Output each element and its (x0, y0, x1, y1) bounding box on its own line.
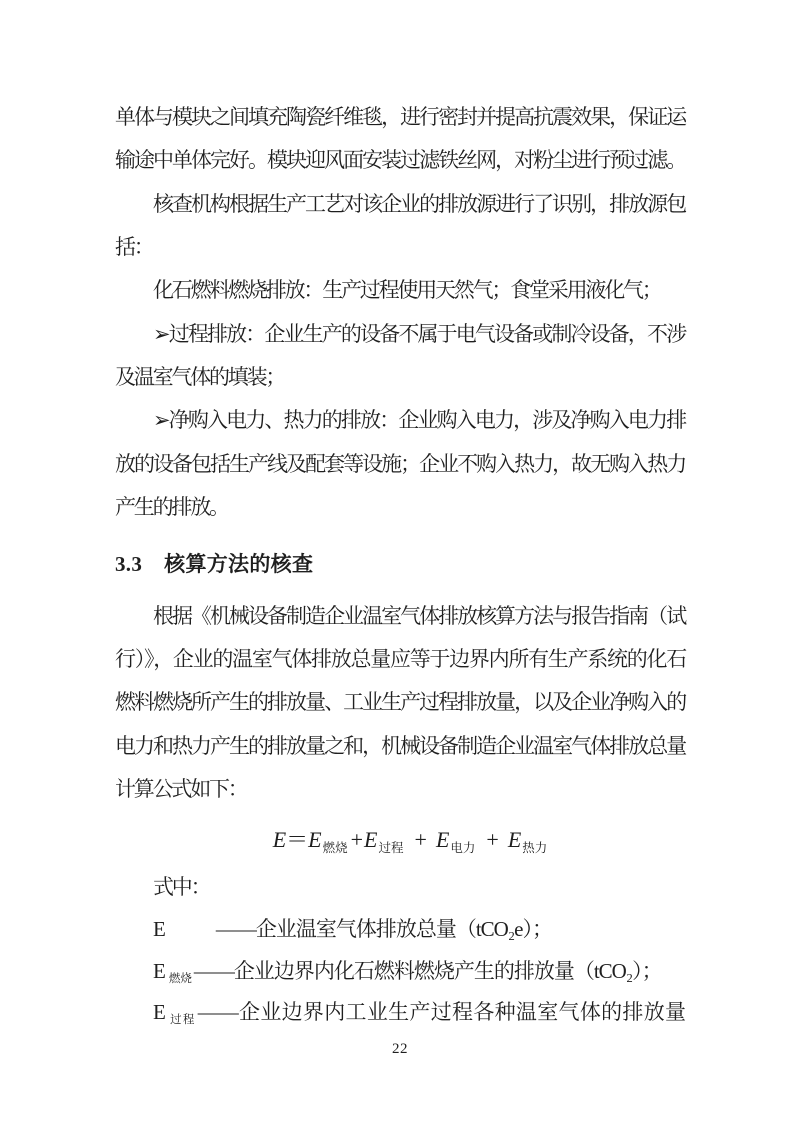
formula-symbol: E (364, 826, 378, 852)
paragraph-line: 行）》，企业的温室气体排放总量应等于边界内所有生产系统的化石 (115, 647, 685, 672)
paragraph-line: 核查机构根据生产工艺对该企业的排放源进行了识别，排放源包 (153, 191, 685, 216)
arrow-bullet-icon: ➢ (153, 408, 169, 433)
paragraph-line: 及温室气体的填装； (115, 365, 285, 390)
definition-dash: —— (215, 917, 256, 942)
formula-symbol: E (272, 826, 287, 852)
list-item-text: 过程排放：企业生产的设备不属于电气设备或制冷设备，不涉 (168, 321, 685, 346)
paragraph-line: 计算公式如下： (115, 777, 247, 802)
paragraph-line: 产生的排放。 (115, 495, 228, 520)
arrow-bullet-icon: ➢ (153, 321, 169, 346)
paragraph-line: 燃料燃烧所产生的排放量、工业生产过程排放量，以及企业净购入的 (115, 690, 685, 715)
section-heading (115, 543, 685, 586)
paragraph-line: 单体与模块之间填充陶瓷纤维毯，进行密封并提高抗震效果，保证运 (115, 105, 685, 129)
symbol-definition (115, 992, 685, 1033)
paragraph-line: 放的设备包括生产线及配套等设施；企业不购入热力，故无购入热力 (115, 451, 685, 476)
symbol-subscript: 过程 (168, 1013, 196, 1026)
emission-source-item: 化石燃料燃烧排放：生产过程使用天然气；食堂采用液化气； (153, 278, 661, 303)
formula-symbol: E (308, 826, 322, 852)
symbol-e: E (153, 999, 166, 1024)
formula-symbol: E (507, 826, 522, 852)
formula-symbol: E (435, 826, 450, 852)
symbol-e: E (153, 917, 166, 942)
symbol-definition (115, 951, 685, 992)
formula-subscript: 电力 (450, 840, 476, 855)
paragraph-line: 括： (115, 235, 153, 260)
definition-text: 企业边界内工业生产过程各种温室气体的排放量 (237, 999, 686, 1024)
definition-text: 企业温室气体排放总量（tCO₂e）； (255, 917, 552, 942)
list-item-text: 净购入电力、热力的排放：企业购入电力，涉及净购入电力排 (168, 408, 685, 433)
plus-sign: + (486, 826, 499, 852)
formula-subscript: 燃烧 (322, 840, 348, 855)
bullet-list-item (115, 313, 685, 356)
emission-total-formula (115, 818, 685, 861)
paragraph-line: 电力和热力产生的排放量之和，机械设备制造企业温室气体排放总量 (115, 733, 685, 758)
equals-sign: ＝ (286, 826, 309, 852)
definition-dash: —— (193, 958, 234, 983)
section-number: 3.3 (115, 552, 143, 577)
formula-intro: 式中： (153, 874, 210, 899)
page-number: 22 (392, 1041, 408, 1057)
definition-text: 企业边界内化石燃料燃烧产生的排放量（tCO₂）； (233, 958, 662, 983)
bullet-list-item (115, 399, 685, 442)
definition-dash: —— (197, 999, 238, 1024)
paragraph-line: 根据《机械设备制造企业温室气体排放核算方法与报告指南（试 (153, 603, 685, 628)
plus-sign: + (350, 826, 364, 852)
section-title: 核算方法的核查 (164, 552, 314, 577)
symbol-subscript: 燃烧 (168, 972, 192, 985)
symbol-e: E (153, 958, 166, 983)
symbol-definition (115, 909, 685, 950)
formula-subscript: 热力 (522, 840, 548, 855)
paragraph-line: 输途中单体完好。模块迎风面安装过滤铁丝网，对粉尘进行预过滤。 (115, 148, 685, 173)
formula-subscript: 过程 (378, 840, 404, 855)
plus-sign: + (414, 826, 427, 852)
